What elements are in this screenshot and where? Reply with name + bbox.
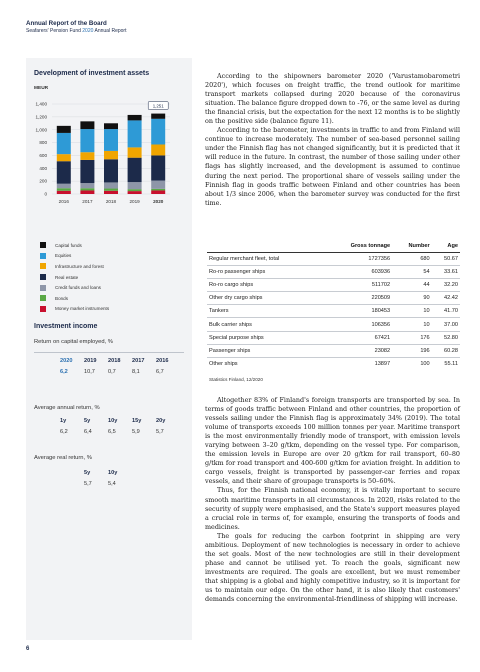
bar-segment — [104, 123, 118, 129]
bar-segment — [80, 188, 94, 190]
bar-segment — [151, 181, 165, 189]
table-cell: 180453 — [324, 305, 392, 318]
table-cell: 0,7 — [108, 369, 116, 375]
legend-swatch — [40, 285, 46, 291]
column-header — [207, 240, 324, 253]
bar-segment — [104, 151, 118, 159]
bar-segment — [57, 191, 71, 194]
investment-income-title: Investment income — [34, 323, 98, 330]
column-header: Age — [432, 240, 460, 253]
table-cell: 20y — [156, 418, 166, 424]
y-tick-label: 200 — [39, 178, 47, 184]
table-cell: 23082 — [324, 344, 392, 357]
table-cell: 52.80 — [432, 331, 460, 344]
bar-segment — [80, 129, 94, 152]
table-cell: 44 — [392, 279, 432, 292]
legend-item — [40, 293, 109, 304]
legend-swatch — [40, 242, 46, 248]
return-caption: Return on capital employed, % — [34, 339, 113, 345]
y-tick-label: 1,200 — [35, 114, 47, 120]
table-cell: 2019 — [84, 358, 97, 364]
bar-segment — [57, 188, 71, 191]
subtitle-year: 2020 — [82, 28, 94, 34]
table-cell: Other ships — [207, 357, 324, 370]
table-row — [207, 253, 460, 266]
bar-segment — [80, 190, 94, 194]
subtitle-prefix: Seafarers' Pension Fund — [26, 28, 83, 34]
y-tick-label: 400 — [39, 165, 47, 171]
chart-title: Development of investment assets — [34, 70, 150, 77]
table-cell: 1727356 — [324, 253, 392, 266]
table-cell: 5,9 — [132, 429, 140, 435]
table-cell: 106356 — [324, 318, 392, 331]
paragraph-carbon: The goals for reducing the carbon footprint in shipping are very ambitious. Deployment of new technologies is necessary in order to achieve the set goals. Most of the new technologies are still in their development phase and cannot be utilised yet. To reach the goals, significant new investments are required. The goals are excellent, but we must remember that shipping is a global and highly competitive industry, so it is important for us to maintain our edge. On the other hand, it is also likely that customers' demands concerning the environmental-friendliness of shipping will increase. — [205, 531, 460, 604]
table-cell: 10y — [108, 470, 118, 476]
legend-label: Real estate — [55, 274, 79, 280]
table-row — [207, 357, 460, 370]
table-cell: 5y — [84, 470, 91, 476]
table-cell: Regular merchant fleet, total — [207, 253, 324, 266]
chart-unit: MEUR — [34, 86, 49, 91]
body-text-bottom — [205, 396, 460, 604]
bar-segment — [128, 120, 142, 147]
bar-segment — [104, 191, 118, 194]
table-cell: 176 — [392, 331, 432, 344]
legend-item — [40, 282, 109, 293]
legend-swatch — [40, 263, 46, 269]
table-cell: 8,1 — [132, 369, 140, 375]
table-cell: 10y — [108, 418, 118, 424]
chart-bars — [57, 114, 165, 194]
table-cell: 67421 — [324, 331, 392, 344]
paragraph-transports: Altogether 83% of Finland's foreign transports are transported by sea. In terms of goods traffic between Finland and other countries, the proportion of vessels sailing under the Finnish flag is approximately 34% (2019). The total volume of transports exceeds 100 million tonnes per year. Maritime transport is the most environmentally friendly mode of transport, with emission levels varying between 3–20 g/tkm, depending on the vessel type. For comparison, the emission levels in Europe are over 20 g/tkm for rail transport, 60–80 g/tkm for road transport and 400-600 g/tkm for aviation freight. In addition to cargo vessels, freight is transported by passenger-car ferries and ropax vessels, and their share of groupage transports is 50–60%. — [205, 396, 460, 486]
table-cell: 55.11 — [432, 357, 460, 370]
bar-segment — [104, 189, 118, 191]
bar-segment — [128, 182, 142, 189]
x-tick-label: 2019 — [129, 199, 140, 204]
column-header: Gross tonnage — [324, 240, 392, 253]
avg-return-table — [60, 418, 180, 440]
chart-legend — [40, 240, 109, 314]
investment-assets-chart — [30, 90, 190, 210]
legend-swatch — [40, 306, 46, 312]
table-cell: 10 — [392, 305, 432, 318]
y-tick-label: 1,400 — [35, 101, 47, 107]
table-cell: 50.67 — [432, 253, 460, 266]
bar-segment — [104, 159, 118, 182]
table-row — [207, 305, 460, 318]
total-callout-label: 1,251 — [152, 103, 164, 109]
table-cell: 5,7 — [84, 481, 92, 487]
bar-segment — [151, 145, 165, 156]
return-rule — [34, 352, 184, 353]
legend-label: Credit funds and loans — [55, 285, 101, 291]
bar-segment — [57, 126, 71, 133]
bar-segment — [128, 191, 142, 194]
body-text-top — [205, 72, 460, 208]
return-value-row — [60, 364, 180, 380]
legend-label: Money market instruments — [55, 306, 110, 312]
table-cell: 10,7 — [84, 369, 95, 375]
column-header: Number — [392, 240, 432, 253]
bar-segment — [57, 161, 71, 184]
bar-segment — [128, 115, 142, 120]
table-row — [207, 331, 460, 344]
bar-segment — [57, 154, 71, 161]
table-cell: 511702 — [324, 279, 392, 292]
bar-segment — [80, 183, 94, 188]
bar-segment — [128, 147, 142, 157]
legend-item — [40, 304, 109, 315]
x-tick-label: 2016 — [58, 199, 69, 204]
table-cell: 54 — [392, 266, 432, 279]
ships-table — [207, 240, 460, 370]
legend-label: Bonds — [55, 295, 69, 301]
table-cell: 42.42 — [432, 292, 460, 305]
table-cell: 6,4 — [84, 429, 92, 435]
legend-swatch — [40, 253, 46, 259]
y-tick-label: 600 — [39, 153, 47, 159]
table-cell: 6,5 — [108, 429, 116, 435]
table-source: Statistics Finland, 12/2020 — [209, 377, 263, 382]
table-cell: 32.20 — [432, 279, 460, 292]
avg-return-caption: Average annual return, % — [34, 405, 100, 411]
legend-item — [40, 272, 109, 283]
table-cell: Other dry cargo ships — [207, 292, 324, 305]
table-row — [207, 266, 460, 279]
table-cell: Special purpose ships — [207, 331, 324, 344]
table-cell: 6,2 — [60, 429, 68, 435]
paragraph-security: Thus, for the Finnish national economy, it is vitally important to secure smooth maritime transports in all circumstances. In 2020, risks related to the security of supply were emphasised, and the State's support measures played a crucial role in terms of, for example, ensuring the transports of foods and medicines. — [205, 486, 460, 531]
table-cell: 2020 — [60, 358, 73, 364]
table-row — [207, 279, 460, 292]
legend-label: Equities — [55, 253, 72, 259]
table-cell: 5,7 — [156, 429, 164, 435]
bar-segment — [57, 184, 71, 189]
table-cell: 60.28 — [432, 344, 460, 357]
table-cell: 13897 — [324, 357, 392, 370]
table-cell: 1y — [60, 418, 67, 424]
table-cell: 5,4 — [108, 481, 116, 487]
return-table — [60, 358, 180, 380]
table-cell: 41.70 — [432, 305, 460, 318]
table-cell: Ro-ro cargo ships — [207, 279, 324, 292]
avg-value-row — [60, 424, 180, 440]
bar-segment — [151, 119, 165, 145]
legend-item — [40, 261, 109, 272]
x-tick-label: 2018 — [105, 199, 117, 204]
legend-label: Infrastructure and forest — [55, 263, 104, 269]
report-title: Annual Report of the Board — [26, 20, 107, 27]
y-tick-label: 1,000 — [35, 127, 47, 133]
real-return-table — [84, 470, 132, 492]
legend-label: Capital funds — [55, 242, 82, 248]
table-cell: 196 — [392, 344, 432, 357]
ships-body — [207, 253, 460, 370]
paragraph-investments: According to the barometer, investments in traffic to and from Finland will continue to increase moderately. The number of sea-based personnel sailing under the Finnish flag has not changed significantly, but it is predicted that it will reduce in the future. In contrast, the number of those sailing under other flags has slightly increased, and the development is assumed to continue during the next period. The proportional share of vessels sailing under the Finnish flag in goods traffic between Finland and other countries has been about 1/3 since 2006, when the barometer survey was conducted for the first time. — [205, 126, 460, 207]
table-row — [207, 292, 460, 305]
page-number: 6 — [26, 646, 30, 652]
table-cell: Passenger ships — [207, 344, 324, 357]
bar-segment — [151, 190, 165, 194]
chart-callout — [148, 102, 168, 110]
legend-item — [40, 240, 109, 251]
bar-segment — [104, 129, 118, 151]
legend-swatch — [40, 274, 46, 280]
table-cell: 37.00 — [432, 318, 460, 331]
bar-segment — [151, 189, 165, 191]
table-cell: Tankers — [207, 305, 324, 318]
table-cell: 33.61 — [432, 266, 460, 279]
table-cell: 5y — [84, 418, 91, 424]
bar-segment — [57, 133, 71, 154]
bar-segment — [151, 155, 165, 180]
real-value-row — [84, 476, 132, 492]
table-cell: Ro-ro passenger ships — [207, 266, 324, 279]
table-cell: 6,2 — [60, 369, 68, 375]
bar-segment — [151, 114, 165, 119]
table-cell: 2017 — [132, 358, 145, 364]
table-cell: 220509 — [324, 292, 392, 305]
report-subtitle — [26, 28, 126, 34]
table-cell: 680 — [392, 253, 432, 266]
table-cell: Bulk carrier ships — [207, 318, 324, 331]
table-cell: 6,7 — [156, 369, 164, 375]
table-cell: 15y — [132, 418, 142, 424]
legend-swatch — [40, 295, 46, 301]
table-cell: 2016 — [156, 358, 169, 364]
bar-segment — [80, 160, 94, 183]
ships-header-row — [207, 240, 460, 253]
table-cell: 10 — [392, 318, 432, 331]
bar-segment — [128, 158, 142, 182]
table-cell: 2018 — [108, 358, 121, 364]
subtitle-suffix: Annual Report — [93, 28, 127, 34]
table-row — [207, 344, 460, 357]
paragraph-barometer: According to the shipowners barometer 2020 ('Varustamobarometri 2020'), which focuses on freight traffic, the trend outlook for maritime transport markets collapsed during 2020 because of the coronavirus situation. The balance figure dropped down to -76, or the same level as during the financial crisis, but the expectation for the next 12 months is to be slightly on the positive side (balance figure 11). — [205, 72, 461, 126]
table-cell: 603936 — [324, 266, 392, 279]
bar-segment — [104, 182, 118, 188]
y-tick-label: 0 — [44, 191, 47, 197]
table-cell: 90 — [392, 292, 432, 305]
bar-segment — [128, 189, 142, 191]
x-tick-label: 2020 — [153, 199, 164, 204]
y-tick-label: 800 — [39, 140, 47, 146]
bar-segment — [80, 152, 94, 160]
table-row — [207, 318, 460, 331]
x-tick-label: 2017 — [82, 199, 93, 204]
legend-item — [40, 251, 109, 262]
real-return-caption: Average real return, % — [34, 455, 92, 461]
bar-segment — [80, 121, 94, 129]
table-cell: 100 — [392, 357, 432, 370]
